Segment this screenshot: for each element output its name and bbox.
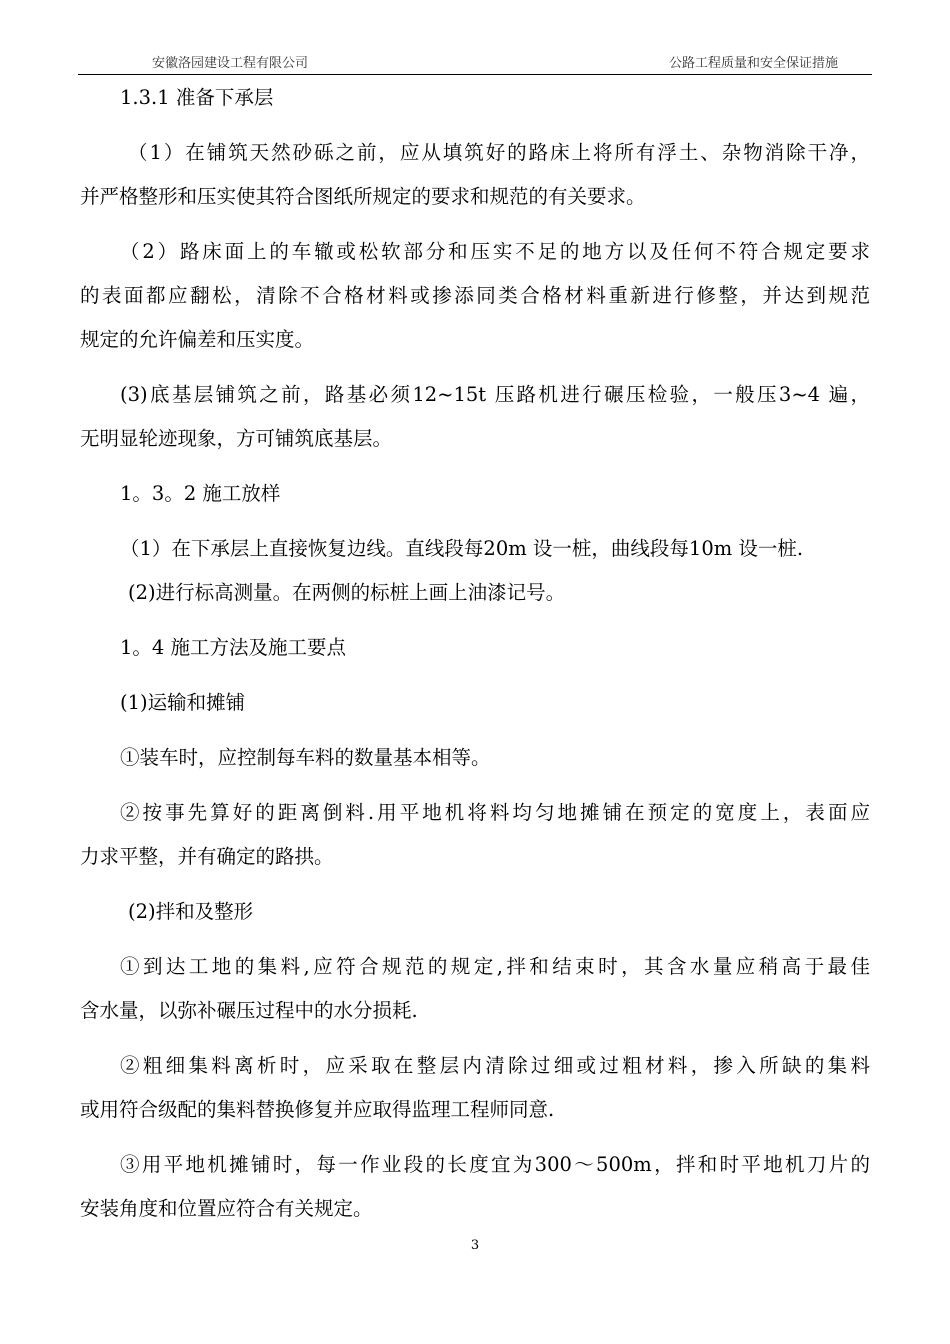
subheading-transport-paving: (1)运输和摊铺: [120, 691, 246, 714]
section-heading-1-3-2: 1。3。2 施工放样: [120, 482, 281, 505]
paragraph-line: (2)进行标高测量。在两侧的标桩上画上油漆记号。: [128, 581, 566, 604]
list-item: ①装车时，应控制每车料的数量基本相等。: [120, 746, 491, 769]
paragraph-line: （1）在铺筑天然砂砾之前，应从填筑好的路床上将所有浮土、杂物消除干净，: [128, 141, 870, 164]
paragraph-line: 安装角度和位置应符合有关规定。: [80, 1197, 373, 1220]
section-heading-1-4: 1。4 施工方法及施工要点: [120, 636, 347, 659]
paragraph-line: （1）在下承层上直接恢复边线。直线段每20m 设一桩，曲线段每10m 设一桩.: [120, 537, 804, 560]
paragraph-line: 规定的允许偏差和压实度。: [80, 328, 315, 351]
page-header: [78, 54, 872, 75]
list-item: ②粗细集料离析时，应采取在整层内清除过细或过粗材料，掺入所缺的集料: [120, 1054, 870, 1077]
subheading-mixing-shaping: (2)拌和及整形: [128, 900, 254, 923]
paragraph-line: （2）路床面上的车辙或松软部分和压实不足的地方以及任何不符合规定要求: [120, 240, 870, 263]
list-item: ②按事先算好的距离倒料.用平地机将料均匀地摊铺在预定的宽度上，表面应: [120, 801, 870, 824]
list-item: ③用平地机摊铺时，每一作业段的长度宜为300～500m，拌和时平地机刀片的: [120, 1153, 870, 1176]
page-number: 3: [470, 1238, 480, 1253]
paragraph-line: 无明显轮迹现象，方可铺筑底基层。: [80, 427, 393, 450]
paragraph-line: 或用符合级配的集料替换修复并应取得监理工程师同意.: [80, 1098, 555, 1121]
paragraph-line: 含水量，以弥补碾压过程中的水分损耗.: [80, 999, 418, 1022]
document-body: [80, 76, 870, 1231]
paragraph-line: 并严格整形和压实使其符合图纸所规定的要求和规范的有关要求。: [80, 185, 646, 208]
header-company-name: 安徽洛园建设工程有限公司: [152, 56, 309, 71]
paragraph-line: (3)底基层铺筑之前，路基必须12~15t 压路机进行碾压检验，一般压3~4 遍，: [120, 383, 870, 406]
paragraph-line: 力求平整，并有确定的路拱。: [80, 845, 334, 868]
header-document-title: 公路工程质量和安全保证措施: [668, 56, 838, 71]
section-heading-1-3-1: 1.3.1 准备下承层: [120, 86, 274, 109]
list-item: ①到达工地的集料,应符合规范的规定,拌和结束时，其含水量应稍高于最佳: [120, 955, 870, 978]
paragraph-line: 的表面都应翻松，清除不合格材料或掺添同类合格材料重新进行修整，并达到规范: [80, 284, 870, 307]
